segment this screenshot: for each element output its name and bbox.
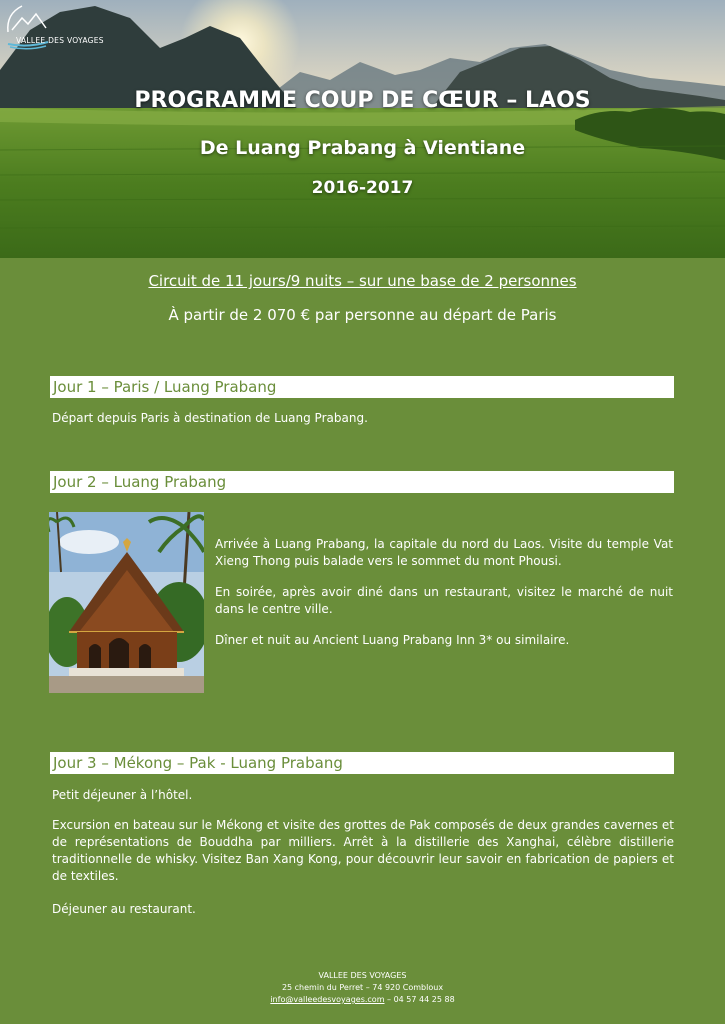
footer-email-link[interactable]: info@valleedesvoyages.com bbox=[270, 995, 385, 1004]
day-3-header: Jour 3 – Mékong – Pak - Luang Prabang bbox=[50, 752, 674, 774]
price-summary: À partir de 2 070 € par personne au départ de Paris bbox=[168, 306, 557, 324]
footer-address: 25 chemin du Perret – 74 920 Combloux bbox=[281, 983, 444, 992]
day-3-paragraph-1: Petit déjeuner à l’hôtel. bbox=[52, 788, 193, 802]
program-years: 2016-2017 bbox=[311, 178, 414, 198]
page-title: PROGRAMME COUP DE CŒUR – LAOS bbox=[134, 88, 591, 113]
day-1-paragraph: Départ depuis Paris à destination de Luang Prabang. bbox=[52, 411, 368, 425]
day-2-paragraph-2: En soirée, après avoir diné dans un restaurant, visitez le marché de nuit dans le centre ville. bbox=[215, 585, 673, 616]
day-2-paragraph-3: Dîner et nuit au Ancient Luang Prabang Inn 3* ou similaire. bbox=[215, 633, 570, 647]
temple-photo bbox=[49, 512, 204, 693]
circuit-summary: Circuit de 11 jours/9 nuits – sur une base de 2 personnes bbox=[148, 272, 577, 290]
day-3-paragraph-3: Déjeuner au restaurant. bbox=[52, 902, 196, 916]
day-2-header: Jour 2 – Luang Prabang bbox=[50, 471, 674, 493]
footer-phone: – 04 57 44 25 88 bbox=[384, 995, 455, 1004]
logo-text: VALLEE DES VOYAGES bbox=[16, 36, 104, 45]
day-3-paragraph-2: Excursion en bateau sur le Mékong et visite des grottes de Pak composés de deux grandes cavernes et de représentations de Bouddha par milliers. Arrêt à la distillerie des Xanghai, célèbre distillerie traditionnelle de whisky. Visitez Ban Xang Kong, pour découvrir leur savoir en fabrication de papiers et de textiles. bbox=[52, 818, 674, 883]
footer-company: VALLEE DES VOYAGES bbox=[318, 971, 407, 980]
day-2-paragraph-1: Arrivée à Luang Prabang, la capitale du nord du Laos. Visite du temple Vat Xieng Thong puis balade vers le sommet du mont Phousi. bbox=[215, 537, 673, 568]
hero-banner bbox=[0, 0, 725, 258]
page-subtitle: De Luang Prabang à Vientiane bbox=[199, 137, 526, 159]
day-1-header: Jour 1 – Paris / Luang Prabang bbox=[50, 376, 674, 398]
footer-contact bbox=[0, 994, 725, 1006]
footer bbox=[0, 970, 725, 1006]
